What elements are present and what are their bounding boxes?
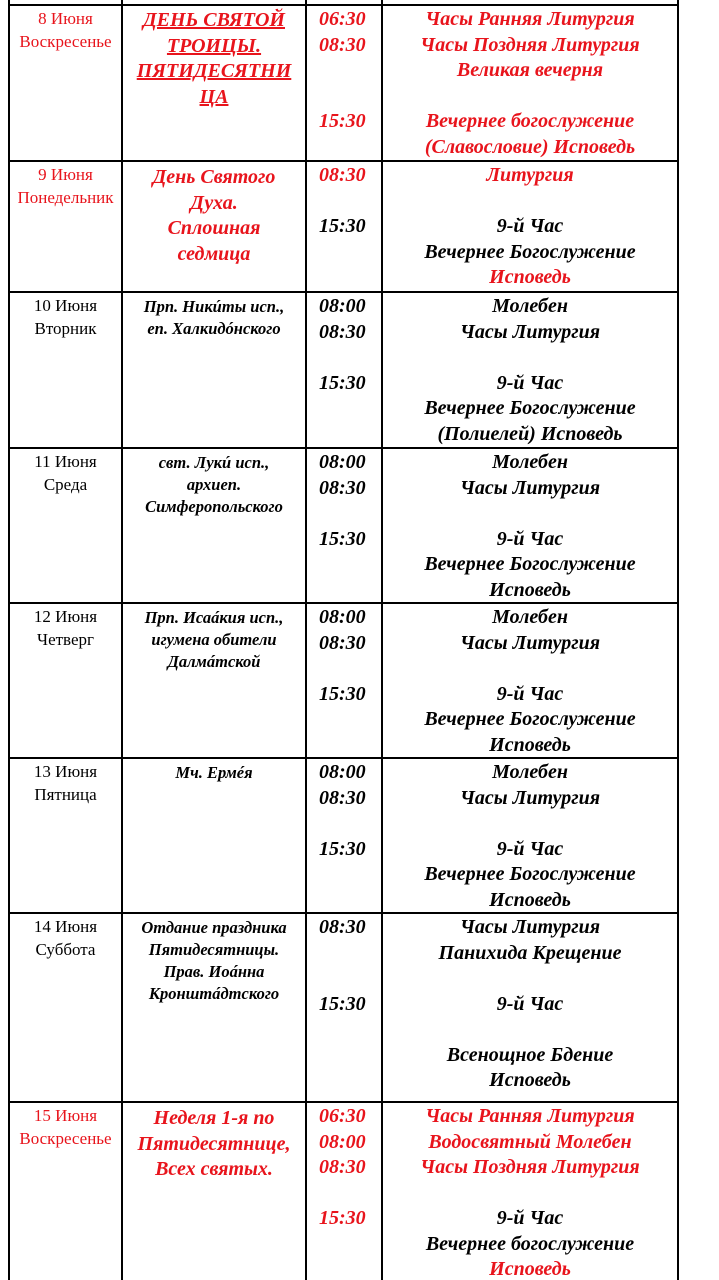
date-line: Воскресенье xyxy=(19,1129,112,1148)
service-line xyxy=(383,320,677,346)
service-time: 08:00 xyxy=(319,451,366,473)
times-cell xyxy=(319,163,381,240)
services-cell xyxy=(383,7,677,160)
service-line xyxy=(383,915,677,941)
service-line xyxy=(383,58,677,84)
feast-line: Пятидесятницы. xyxy=(148,940,280,959)
feast-line: ТРОИЦЫ. xyxy=(166,34,262,57)
services-cell xyxy=(383,294,677,447)
service-time: 15:30 xyxy=(319,110,366,132)
service-line xyxy=(383,786,677,812)
date-line: 13 Июня xyxy=(33,762,98,781)
service-line xyxy=(383,476,677,502)
service-line xyxy=(383,84,677,110)
service-line xyxy=(383,605,677,631)
service-line xyxy=(383,656,677,682)
feast-line: Сплошная xyxy=(167,217,261,239)
feast-cell xyxy=(123,1106,305,1183)
services-cell xyxy=(383,915,677,1094)
feast-cell xyxy=(123,165,305,267)
service-time: 15:30 xyxy=(319,682,366,705)
feast-cell xyxy=(123,917,305,1005)
feast-line: Далмáтской xyxy=(167,652,261,671)
feast-line: Симферопольского xyxy=(145,497,283,516)
service-name: Часы Литургия xyxy=(459,631,601,654)
service-name: (Славословие) Исповедь xyxy=(424,135,636,158)
service-name: Исповедь xyxy=(489,733,571,756)
service-line xyxy=(383,966,677,992)
service-time: 08:30 xyxy=(319,1156,366,1178)
date-cell xyxy=(10,760,121,806)
feast-line: еп. Халкидóнского xyxy=(147,319,281,338)
service-line xyxy=(383,396,677,422)
service-name: 9-й Час xyxy=(496,527,564,550)
service-line xyxy=(383,1017,677,1043)
service-time xyxy=(319,966,381,992)
service-name: 9-й Час xyxy=(496,992,564,1015)
service-name: (Полиелей) Исповедь xyxy=(437,422,623,445)
service-name: Водосвятный Молебен xyxy=(428,1130,632,1153)
date-line: 15 Июня xyxy=(33,1106,98,1125)
service-line xyxy=(383,345,677,371)
service-name: Литургия xyxy=(486,164,574,186)
service-line xyxy=(383,1257,677,1280)
feast-line: седмица xyxy=(177,242,251,265)
service-line xyxy=(383,1130,677,1156)
date-line: Среда xyxy=(43,475,88,494)
service-line xyxy=(383,422,677,448)
date-line: 12 Июня xyxy=(33,607,98,626)
feast-cell xyxy=(123,762,305,784)
date-cell xyxy=(10,1104,121,1150)
service-line xyxy=(383,189,677,215)
service-time xyxy=(319,345,381,371)
times-cell xyxy=(319,450,381,552)
service-name: Исповедь xyxy=(489,888,571,911)
service-line xyxy=(383,1155,677,1181)
feast-line: ЦА xyxy=(199,85,229,108)
service-name: Молебен xyxy=(492,295,568,317)
feast-line: Прав. Иоáнна xyxy=(163,962,265,981)
times-cell xyxy=(319,294,381,396)
service-name: Часы Литургия xyxy=(459,320,601,343)
service-name: Вечернее Богослужение xyxy=(424,240,636,263)
service-name: Молебен xyxy=(492,451,568,473)
service-line xyxy=(383,501,677,527)
service-line xyxy=(383,578,677,604)
service-line xyxy=(383,240,677,266)
services-cell xyxy=(383,163,677,291)
service-time: 08:30 xyxy=(319,164,366,186)
service-line xyxy=(383,1181,677,1207)
service-name: Вечернее богослужение xyxy=(425,110,635,132)
service-line xyxy=(383,837,677,863)
service-line xyxy=(383,214,677,240)
service-time: 08:30 xyxy=(319,33,366,56)
service-time: 08:30 xyxy=(319,786,366,809)
feast-line: ПЯТИДЕСЯТНИ xyxy=(136,60,292,82)
service-time: 08:30 xyxy=(319,320,366,343)
service-name: Часы Литургия xyxy=(459,476,601,499)
service-name: 9-й Час xyxy=(496,371,564,394)
services-cell xyxy=(383,605,677,758)
service-name: Вечернее богослужение xyxy=(425,1232,635,1255)
services-cell xyxy=(383,760,677,913)
service-time: 06:30 xyxy=(319,8,366,30)
service-line xyxy=(383,733,677,759)
service-line xyxy=(383,862,677,888)
service-time: 08:30 xyxy=(319,631,366,654)
services-cell xyxy=(383,450,677,603)
date-cell xyxy=(10,915,121,961)
services-cell xyxy=(383,1104,677,1280)
service-line xyxy=(383,941,677,967)
service-time: 15:30 xyxy=(319,371,366,394)
service-time: 15:30 xyxy=(319,1207,366,1229)
service-name: Панихида Крещение xyxy=(438,941,622,964)
date-line: Вторник xyxy=(34,319,97,338)
feast-line: игумена обители xyxy=(151,630,277,649)
feast-cell xyxy=(123,607,305,673)
service-line xyxy=(383,682,677,708)
date-cell xyxy=(10,7,121,53)
service-time xyxy=(319,1181,381,1207)
feast-line: Неделя 1-я по xyxy=(153,1107,275,1129)
service-time: 15:30 xyxy=(319,992,366,1015)
service-name: Исповедь xyxy=(489,1069,571,1091)
service-line xyxy=(383,163,677,189)
service-line xyxy=(383,992,677,1018)
feast-line: ДЕНЬ СВЯТОЙ xyxy=(143,9,285,31)
service-time: 15:30 xyxy=(319,837,366,860)
service-name: Молебен xyxy=(492,606,568,628)
date-line: Суббота xyxy=(35,940,96,959)
service-time: 08:30 xyxy=(319,476,366,499)
date-cell xyxy=(10,294,121,340)
date-cell xyxy=(10,163,121,209)
feast-line: архиеп. xyxy=(186,475,242,494)
service-time: 08:00 xyxy=(319,606,366,628)
service-name: Часы Литургия xyxy=(459,916,601,938)
service-name: Вечернее Богослужение xyxy=(424,708,636,730)
service-line xyxy=(383,450,677,476)
times-cell xyxy=(319,760,381,862)
service-name: Часы Ранняя Литургия xyxy=(425,8,635,30)
service-line xyxy=(383,527,677,553)
service-time: 08:30 xyxy=(319,916,366,938)
service-time xyxy=(319,84,381,110)
service-name: Всенощное Бдение xyxy=(446,1043,614,1066)
service-name: 9-й Час xyxy=(496,837,564,860)
service-line xyxy=(383,135,677,161)
service-name: Часы Поздняя Литургия xyxy=(420,1156,640,1178)
service-name: Молебен xyxy=(492,761,568,783)
feast-line: Прп. Никúты исп., xyxy=(143,297,285,316)
date-line: Воскресенье xyxy=(19,32,112,51)
date-line: 14 Июня xyxy=(33,917,98,936)
date-line: 10 Июня xyxy=(33,296,98,315)
service-name: Часы Литургия xyxy=(459,786,601,809)
service-line xyxy=(383,371,677,397)
service-line xyxy=(383,1043,677,1069)
times-cell xyxy=(319,7,381,135)
service-name: Великая вечерня xyxy=(456,59,604,81)
service-name: 9-й Час xyxy=(496,215,564,237)
service-time xyxy=(319,189,381,215)
service-time: 15:30 xyxy=(319,527,366,550)
service-time: 06:30 xyxy=(319,1105,366,1127)
service-time xyxy=(319,811,381,837)
feast-line: Кронштáдтского xyxy=(148,984,280,1003)
service-line xyxy=(383,552,677,578)
service-time xyxy=(319,941,381,967)
service-line xyxy=(383,265,677,291)
service-time: 08:00 xyxy=(319,295,366,317)
times-cell xyxy=(319,605,381,707)
service-line xyxy=(383,1068,677,1094)
service-line xyxy=(383,631,677,657)
feast-line: Всех святых. xyxy=(155,1158,273,1180)
service-line xyxy=(383,1104,677,1130)
date-line: Понедельник xyxy=(17,188,114,207)
service-line xyxy=(383,33,677,59)
feast-cell xyxy=(123,296,305,340)
service-line xyxy=(383,294,677,320)
service-name: 9-й Час xyxy=(496,1207,564,1229)
service-time xyxy=(319,501,381,527)
feast-line: Пятидесятнице, xyxy=(137,1132,291,1155)
service-line xyxy=(383,707,677,733)
service-time xyxy=(319,656,381,682)
feast-line: Духа. xyxy=(190,191,238,214)
service-name: Исповедь xyxy=(489,578,571,601)
service-time: 08:00 xyxy=(319,1130,366,1153)
date-line: 8 Июня xyxy=(38,9,93,28)
date-line: 9 Июня xyxy=(38,165,93,184)
times-cell xyxy=(319,915,381,1017)
date-line: 11 Июня xyxy=(34,452,97,471)
feast-line: Отдание праздника xyxy=(141,918,287,937)
service-name: Исповедь xyxy=(489,1258,571,1280)
feast-line: Мч. Ермéя xyxy=(175,763,253,782)
service-line xyxy=(383,811,677,837)
feast-line: День Святого xyxy=(152,166,276,188)
times-cell xyxy=(319,1104,381,1232)
feast-line: свт. Лукú исп., xyxy=(158,453,270,472)
service-name: Вечернее Богослужение xyxy=(424,397,636,419)
service-time: 15:30 xyxy=(319,215,366,237)
service-line xyxy=(383,7,677,33)
date-line: Пятница xyxy=(34,785,97,804)
service-name: Исповедь xyxy=(489,266,571,288)
service-name: Часы Ранняя Литургия xyxy=(425,1105,635,1127)
feast-line: Прп. Исаáкия исп., xyxy=(144,608,284,627)
service-line xyxy=(383,1206,677,1232)
service-name: Часы Поздняя Литургия xyxy=(420,33,640,56)
service-time xyxy=(319,58,381,84)
service-name: Вечернее Богослужение xyxy=(424,863,636,885)
service-line xyxy=(383,1232,677,1258)
feast-cell xyxy=(123,8,305,110)
service-name: Вечернее Богослужение xyxy=(424,553,636,575)
date-line: Четверг xyxy=(37,630,94,649)
service-line xyxy=(383,109,677,135)
service-line xyxy=(383,760,677,786)
service-time: 08:00 xyxy=(319,761,366,783)
service-name: 9-й Час xyxy=(496,682,564,705)
date-cell xyxy=(10,450,121,496)
feast-cell xyxy=(123,452,305,518)
date-cell xyxy=(10,605,121,651)
service-line xyxy=(383,888,677,914)
